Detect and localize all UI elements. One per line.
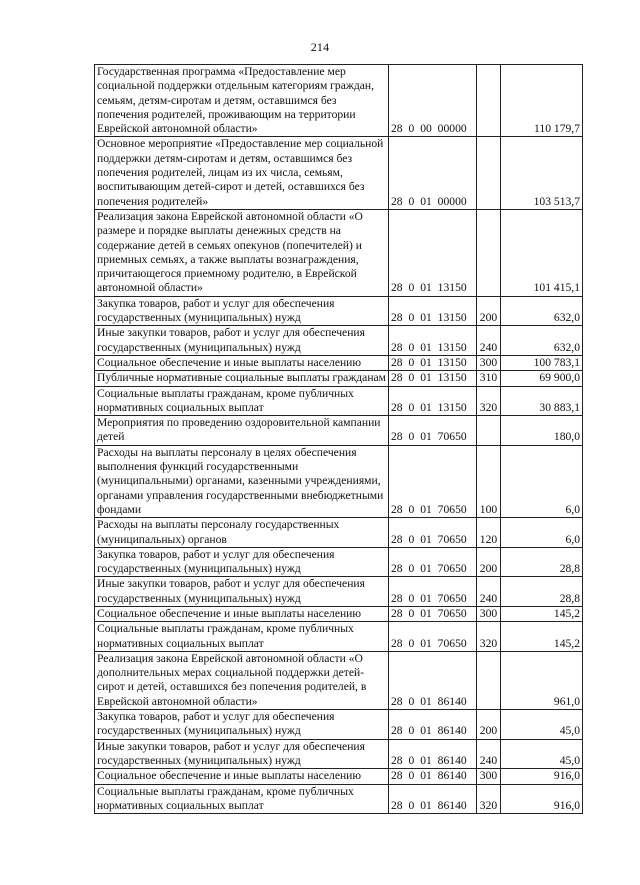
row-target-code: 28 0 01 70650	[389, 416, 477, 446]
row-amount: 916,0	[501, 769, 583, 784]
row-name: Закупка товаров, работ и услуг для обеспечения государственных (муниципальных) нужд	[95, 710, 389, 740]
row-expense-type: 120	[477, 518, 501, 548]
row-target-code: 28 0 01 86140	[389, 739, 477, 769]
table-row	[95, 518, 583, 548]
row-expense-type: 240	[477, 577, 501, 607]
row-target-code: 28 0 01 70650	[389, 622, 477, 652]
table-row	[95, 784, 583, 814]
table-row	[95, 355, 583, 370]
row-name: Социальные выплаты гражданам, кроме публичных нормативных социальных выплат	[95, 622, 389, 652]
row-amount: 69 900,0	[501, 371, 583, 386]
row-expense-type: 320	[477, 784, 501, 814]
row-expense-type	[477, 209, 501, 296]
row-amount: 100 783,1	[501, 355, 583, 370]
row-expense-type: 310	[477, 371, 501, 386]
row-amount: 180,0	[501, 416, 583, 446]
row-target-code: 28 0 01 70650	[389, 577, 477, 607]
row-target-code: 28 0 01 86140	[389, 651, 477, 709]
row-amount: 145,2	[501, 622, 583, 652]
row-amount: 30 883,1	[501, 386, 583, 416]
row-name: Иные закупки товаров, работ и услуг для обеспечения государственных (муниципальных) нужд	[95, 577, 389, 607]
table-row	[95, 739, 583, 769]
table-row	[95, 606, 583, 621]
row-name: Реализация закона Еврейской автономной области «О размере и порядке выплаты денежных средств на содержание детей в семьях опекунов (попечителей) и приемных семьях, а также выплаты вознаграждения, причитающегося приемному родителю, в Еврейской автономной области»	[95, 209, 389, 296]
row-amount: 45,0	[501, 739, 583, 769]
budget-table-body	[95, 65, 583, 814]
table-row	[95, 547, 583, 577]
row-name: Основное мероприятие «Предоставление мер социальной поддержки детям-сиротам и детям, оставшимся без попечения родителей, лицам из их числа, семьям, воспитывающим детей-сирот и детей, оставшихся без попечения родителей»	[95, 137, 389, 209]
row-name: Социальное обеспечение и иные выплаты населению	[95, 606, 389, 621]
row-target-code: 28 0 00 00000	[389, 65, 477, 137]
row-expense-type: 240	[477, 326, 501, 356]
row-target-code: 28 0 01 13150	[389, 209, 477, 296]
row-amount: 103 513,7	[501, 137, 583, 209]
row-name: Публичные нормативные социальные выплаты гражданам	[95, 371, 389, 386]
row-expense-type: 200	[477, 296, 501, 326]
row-target-code: 28 0 01 13150	[389, 296, 477, 326]
row-target-code: 28 0 01 70650	[389, 445, 477, 517]
row-expense-type	[477, 416, 501, 446]
table-row	[95, 577, 583, 607]
table-row	[95, 651, 583, 709]
row-name: Мероприятия по проведению оздоровительной кампании детей	[95, 416, 389, 446]
row-expense-type: 300	[477, 606, 501, 621]
row-expense-type	[477, 651, 501, 709]
row-target-code: 28 0 01 86140	[389, 784, 477, 814]
row-expense-type	[477, 137, 501, 209]
table-row	[95, 371, 583, 386]
row-name: Иные закупки товаров, работ и услуг для обеспечения государственных (муниципальных) нужд	[95, 326, 389, 356]
row-amount: 6,0	[501, 518, 583, 548]
row-amount: 110 179,7	[501, 65, 583, 137]
row-amount: 45,0	[501, 710, 583, 740]
row-amount: 28,8	[501, 547, 583, 577]
row-expense-type: 100	[477, 445, 501, 517]
table-row	[95, 416, 583, 446]
row-name: Государственная программа «Предоставление мер социальной поддержки отдельным категориям граждан, семьям, детям-сиротам и детям, оставшимся без попечения родителей, проживающим на территории Еврейской автономной области»	[95, 65, 389, 137]
row-amount: 6,0	[501, 445, 583, 517]
row-amount: 916,0	[501, 784, 583, 814]
row-target-code: 28 0 01 70650	[389, 547, 477, 577]
row-name: Социальное обеспечение и иные выплаты населению	[95, 769, 389, 784]
row-target-code: 28 0 01 13150	[389, 371, 477, 386]
table-row	[95, 710, 583, 740]
row-target-code: 28 0 01 86140	[389, 710, 477, 740]
row-amount: 28,8	[501, 577, 583, 607]
table-row	[95, 296, 583, 326]
row-expense-type: 200	[477, 710, 501, 740]
table-row	[95, 386, 583, 416]
table-row	[95, 137, 583, 209]
table-row	[95, 326, 583, 356]
table-row	[95, 769, 583, 784]
table-row	[95, 65, 583, 137]
row-target-code: 28 0 01 70650	[389, 518, 477, 548]
row-expense-type: 300	[477, 769, 501, 784]
row-name: Социальные выплаты гражданам, кроме публичных нормативных социальных выплат	[95, 386, 389, 416]
row-name: Иные закупки товаров, работ и услуг для обеспечения государственных (муниципальных) нужд	[95, 739, 389, 769]
row-name: Социальные выплаты гражданам, кроме публичных нормативных социальных выплат	[95, 784, 389, 814]
row-name: Реализация закона Еврейской автономной области «О дополнительных мерах социальной поддержки детей-сирот и детей, оставшихся без попечения родителей, в Еврейской автономной области»	[95, 651, 389, 709]
row-amount: 145,2	[501, 606, 583, 621]
row-expense-type: 240	[477, 739, 501, 769]
row-name: Закупка товаров, работ и услуг для обеспечения государственных (муниципальных) нужд	[95, 547, 389, 577]
row-amount: 632,0	[501, 296, 583, 326]
row-expense-type: 320	[477, 386, 501, 416]
row-expense-type: 300	[477, 355, 501, 370]
row-target-code: 28 0 01 13150	[389, 355, 477, 370]
row-target-code: 28 0 01 13150	[389, 326, 477, 356]
row-name: Расходы на выплаты персоналу в целях обеспечения выполнения функций государственными (муниципальными) органами, казенными учреждениями, органами управления государственными внебюджетными фондами	[95, 445, 389, 517]
row-target-code: 28 0 01 00000	[389, 137, 477, 209]
page-number: 214	[310, 40, 330, 54]
row-name: Расходы на выплаты персоналу государственных (муниципальных) органов	[95, 518, 389, 548]
row-name: Закупка товаров, работ и услуг для обеспечения государственных (муниципальных) нужд	[95, 296, 389, 326]
row-expense-type: 200	[477, 547, 501, 577]
row-target-code: 28 0 01 13150	[389, 386, 477, 416]
row-expense-type: 320	[477, 622, 501, 652]
row-name: Социальное обеспечение и иные выплаты населению	[95, 355, 389, 370]
budget-table	[94, 64, 583, 814]
row-expense-type	[477, 65, 501, 137]
row-amount: 101 415,1	[501, 209, 583, 296]
table-row	[95, 209, 583, 296]
table-row	[95, 445, 583, 517]
row-target-code: 28 0 01 86140	[389, 769, 477, 784]
table-row	[95, 622, 583, 652]
row-target-code: 28 0 01 70650	[389, 606, 477, 621]
row-amount: 632,0	[501, 326, 583, 356]
row-amount: 961,0	[501, 651, 583, 709]
